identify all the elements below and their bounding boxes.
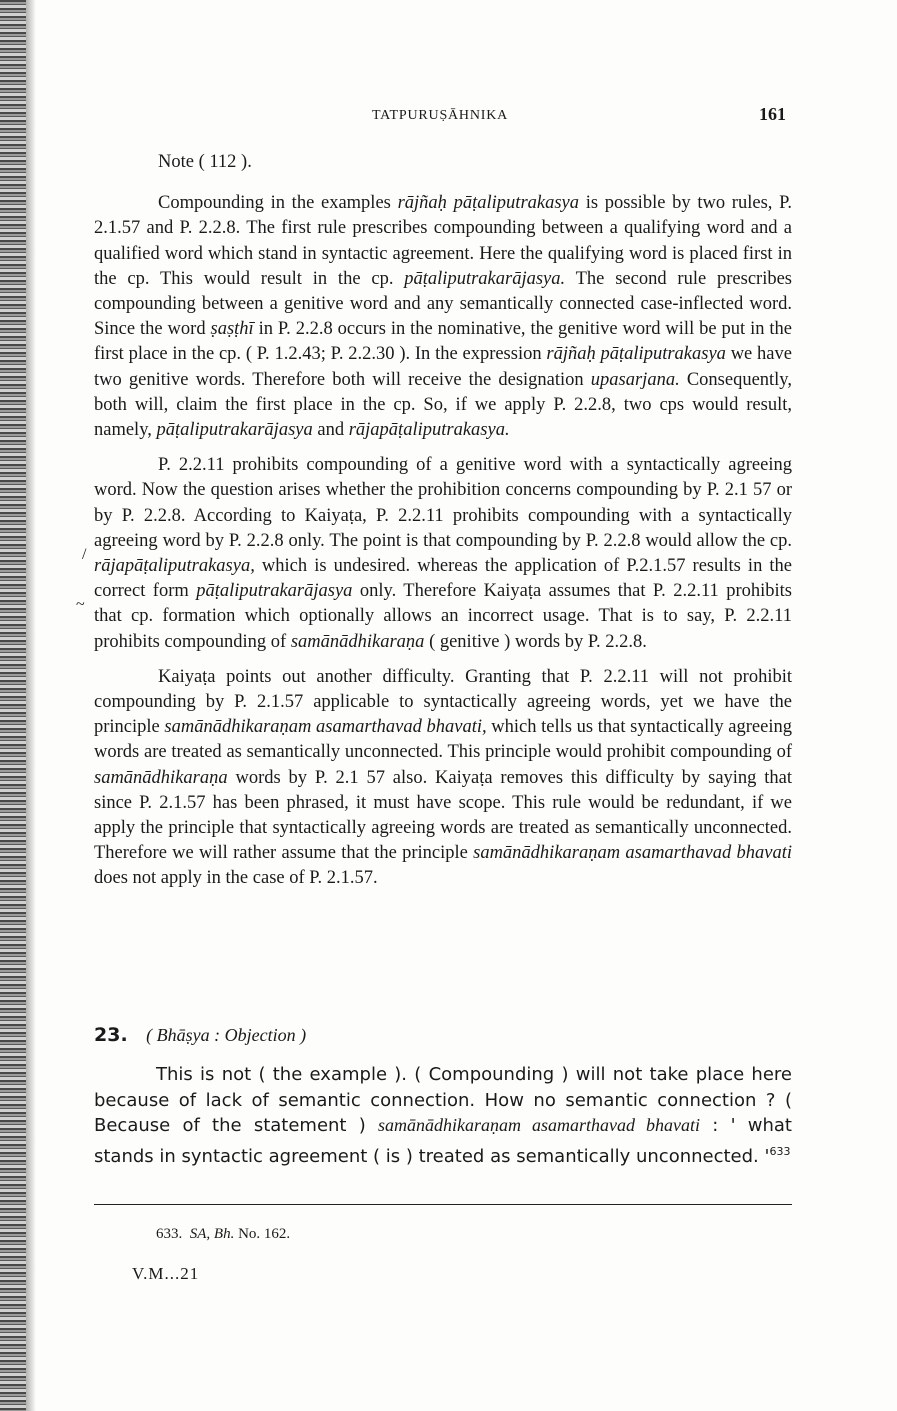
commentary-body — [94, 150, 792, 902]
footnote-divider — [94, 1204, 792, 1205]
footnote-number: 633. — [156, 1226, 183, 1242]
footnote: 633. SA, Bh. No. 162. — [156, 1226, 291, 1242]
section-heading — [94, 1024, 792, 1046]
section-number: 23. — [94, 1024, 128, 1046]
paragraph-2: P. 2.2.11 prohibits compounding of a genitive word with a syntactically agreeing word. Now the question arises whether the prohibition concerns compounding by P. 2.1 57 or by P. 2.2.8. According to Kaiyaṭa, P. 2.2.11 prohibits compounding with a syntactically agreeing word by P. 2.2.8 only. The point is that compounding by P. 2.2.8 would allow the cp. rājapāṭaliputrakasya, which is undesired. whereas the application of P.2.1.57 results in the correct form pāṭaliputrakarājasya only. Therefore Kaiyaṭa assumes that P. 2.2.11 prohibits that cp. formation which optionally allows an incorrect usage. That is to say, P. 2.2.11 prohibits compounding of samānādhikaraṇa ( genitive ) words by P. 2.2.8. — [94, 455, 793, 652]
paragraph-3: Kaiyaṭa points out another difficulty. Granting that P. 2.2.11 will not prohibit compounding by P. 2.1.57 applicable to syntactically agreeing words, yet we have the principle samānādhikaraṇam asamarthavad bhavati, which tells us that syntactically agreeing words are treated as semantically unconnected. This principle would prohibit compounding of samānādhikaraṇa words by P. 2.1 57 also. Kaiyaṭa removes this difficulty by saying that since P. 2.1.57 has been phrased, it must have scope. This rule would be redundant, if we apply the principle that syntactically agreeing words are treated as semantically unconnected. Therefore we will rather assume that the principle samānādhikaraṇam asamarthavad bhavati does not apply in the case of P. 2.1.57. — [94, 666, 792, 889]
scan-binding-edge — [0, 0, 26, 1411]
paragraph-1: Compounding in the examples rājñaḥ pāṭaliputrakasya is possible by two rules, P. 2.1.57 and P. 2.2.8. The first rule prescribes compounding between a qualifying word and a qualified word which stand in syntactic agreement. Here the qualifying word is placed first in the cp. This would result in the cp. pāṭaliputrakarājasya. The second rule prescribes compounding between a genitive word and any semantically connected case-inflected word. Since the word ṣaṣṭhī in P. 2.2.8 occurs in the nominative, the genitive word will be put in the first place in the cp. ( P. 1.2.43; P. 2.2.30 ). In the expression rājñaḥ pāṭaliputrakasya we have two genitive words. Therefore both will receive the designation upasarjana. Consequently, both will, claim the first place in the cp. So, if we apply P. 2.2.8, two cps would result, namely, pāṭaliputrakarājasya and rājapāṭaliputrakasya. — [94, 193, 792, 441]
page-header — [94, 104, 786, 128]
note-label: Note ( 112 ). — [158, 152, 252, 172]
margin-mark-slash: / — [82, 546, 87, 563]
margin-mark-tilde: ~ — [76, 596, 85, 613]
section-label: ( Bhāṣya : Objection ) — [146, 1025, 307, 1045]
printer-signature: V.M...21 — [132, 1264, 200, 1283]
footnote-reference: 633 — [769, 1144, 791, 1158]
translation-paragraph: This is not ( the example ). ( Compounding ) will not take place here because of lack of semantic connection. How no semantic connection ? ( Because of the statement ) samānādhikaraṇam asamarthavad bhavati : ' what stands in syntactic agreement ( is ) treated as semantically unconnected. '$^{633}$ — [94, 1064, 792, 1167]
scan-binding-shadow — [26, 0, 36, 1411]
running-head: TATPURUṢĀHNIKA — [371, 108, 509, 123]
page-number: 161 — [759, 104, 786, 124]
